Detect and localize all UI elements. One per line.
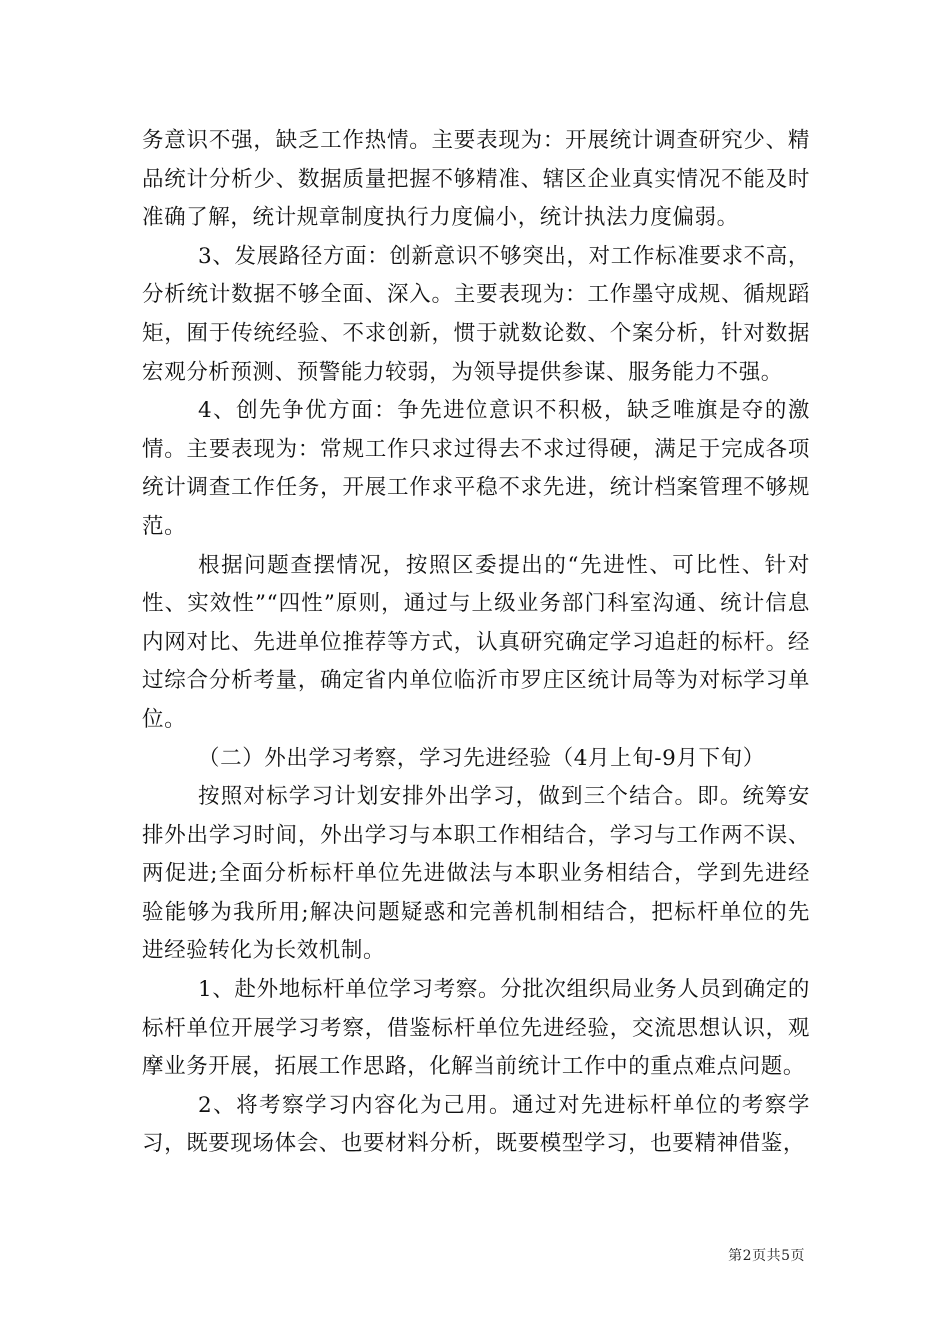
section-heading-study-tour: （二）外出学习考察，学习先进经验（4月上旬-9月下旬） <box>198 745 765 771</box>
paragraph-excellence: 4、创先争优方面：争先进位意识不积极，缺乏唯旗是夺的激情。主要表现为：常规工作只求过得去不求过得硬，满足于完成各项统计调查工作任务，开展工作求平稳不求先进，统计档案管理不够规范。 <box>142 398 810 539</box>
paragraph-study-plan: 按照对标学习计划安排外出学习，做到三个结合。即。统筹安排外出学习时间，外出学习与本职工作相结合，学习与工作两不误、两促进;全面分析标杆单位先进做法与本职业务相结合，学到先进经验能够为我所用;解决问题疑惑和完善机制相结合，把标杆单位的先进经验转化为长效机制。 <box>142 784 810 964</box>
paragraph-continuation: 务意识不强，缺乏工作热情。主要表现为：开展统计调查研究少、精品统计分析少、数据质量把握不够精准、辖区企业真实情况不能及时准确了解，统计规章制度执行力度偏小，统计执法力度偏弱。 <box>142 128 810 231</box>
page-number: 第2页共5页 <box>728 1248 805 1264</box>
paragraph-apply-learning: 2、将考察学习内容化为己用。通过对先进标杆单位的考察学习，既要现场体会、也要材料分析，既要模型学习，也要精神借鉴， <box>142 1092 810 1157</box>
paragraph-benchmark-selection: 根据问题查摆情况，按照区委提出的“先进性、可比性、针对性、实效性”“四性”原则，通过与上级业务部门科室沟通、统计信息内网对比、先进单位推荐等方式，认真研究确定学习追赶的标杆。经过综合分析考量，确定省内单位临沂市罗庄区统计局等为对标学习单位。 <box>142 552 810 732</box>
paragraph-site-visit: 1、赴外地标杆单位学习考察。分批次组织局业务人员到确定的标杆单位开展学习考察，借鉴标杆单位先进经验，交流思想认识，观摩业务开展，拓展工作思路，化解当前统计工作中的重点难点问题。 <box>142 977 810 1080</box>
paragraph-development-path: 3、发展路径方面：创新意识不够突出，对工作标准要求不高，分析统计数据不够全面、深入。主要表现为：工作墨守成规、循规蹈矩，囿于传统经验、不求创新，惯于就数论数、个案分析，针对数据宏观分析预测、预警能力较弱，为领导提供参谋、服务能力不强。 <box>142 243 810 385</box>
document-body <box>142 122 810 1164</box>
